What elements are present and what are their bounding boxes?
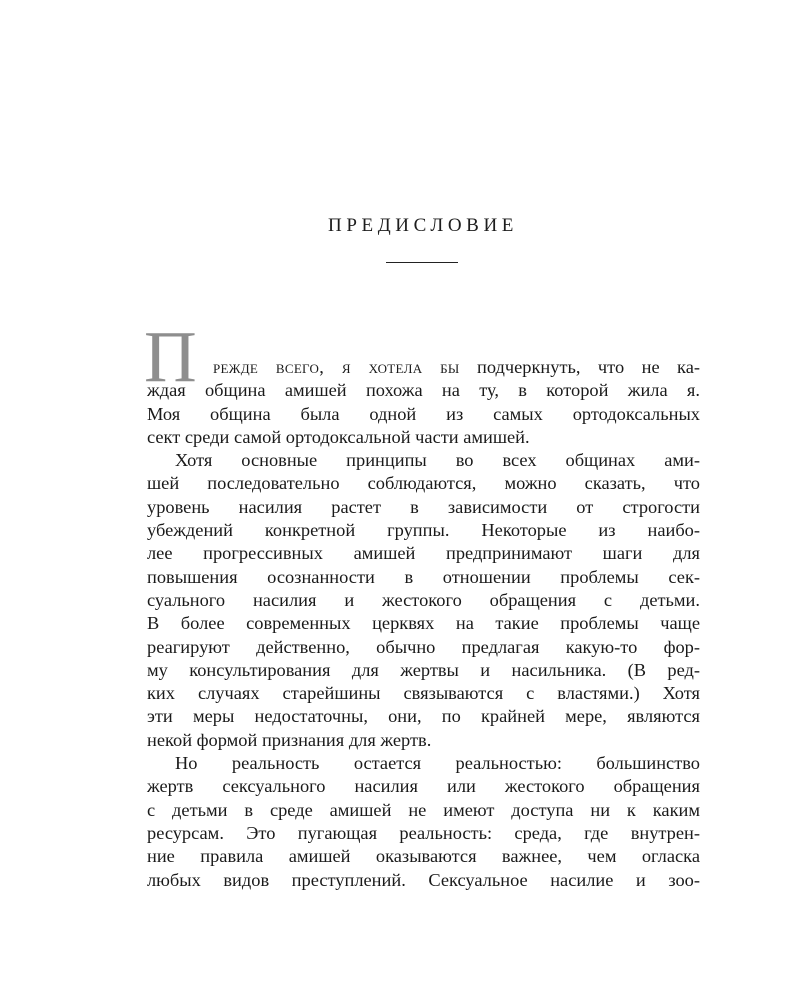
text-line: В более современных церквях на такие проблемы чаще — [147, 613, 700, 634]
text-line: ние правила амишей оказываются важнее, чем огласка — [147, 846, 700, 867]
drop-cap: П — [144, 316, 197, 397]
body-text — [144, 316, 701, 892]
text-line: ресурсам. Это пугающая реальность: среда, где внутрен- — [147, 822, 700, 843]
small-caps-lead: режде всего, я хотела бы — [213, 357, 460, 377]
text-line: суального насилия и жестокого обращения с детьми. — [147, 589, 700, 610]
text-line: жертв сексуального насилия или жестокого обращения — [147, 776, 700, 797]
text-line: шей последовательно соблюдаются, можно сказать, что — [147, 473, 700, 494]
text-line: любых видов преступлений. Сексуальное насилие и зоо- — [147, 869, 700, 890]
title-underline-divider — [386, 262, 458, 263]
text-line: уровень насилия растет в зависимости от строгости — [147, 496, 700, 517]
text-line: ждая община амишей похожа на ту, в которой жила я. — [147, 380, 700, 401]
text-line: эти меры недостаточны, они, по крайней мере, являются — [147, 706, 700, 727]
text-line: ких случаях старейшины связываются с властями.) Хотя — [147, 683, 700, 704]
chapter-title: ПРЕДИСЛОВИЕ — [328, 215, 518, 236]
text-line: Хотя основные принципы во всех общинах ами- — [175, 450, 700, 471]
text-line: лее прогрессивных амишей предпринимают шаги для — [147, 543, 700, 564]
text-line: му консультирования для жертвы и насильника. (В ред- — [147, 659, 700, 680]
text-line: Моя община была одной из самых ортодоксальных — [147, 403, 700, 424]
text-line: некой формой признания для жертв. — [147, 729, 432, 750]
text-line: убеждений конкретной группы. Некоторые из наибо- — [147, 520, 700, 541]
first-line-text — [147, 356, 700, 379]
text-line: повышения осознанности в отношении проблемы сек- — [147, 566, 700, 587]
text-line: Но реальность остается реальностью: большинство — [175, 753, 700, 774]
text-line: с детьми в среде амишей не имеют доступа ни к каким — [147, 799, 700, 820]
first-line-rest: подчеркнуть, что не ка- — [459, 357, 701, 377]
text-line: реагируют действенно, обычно предлагая какую-то фор- — [147, 636, 700, 657]
text-line: сект среди самой ортодоксальной части амишей. — [147, 426, 530, 447]
